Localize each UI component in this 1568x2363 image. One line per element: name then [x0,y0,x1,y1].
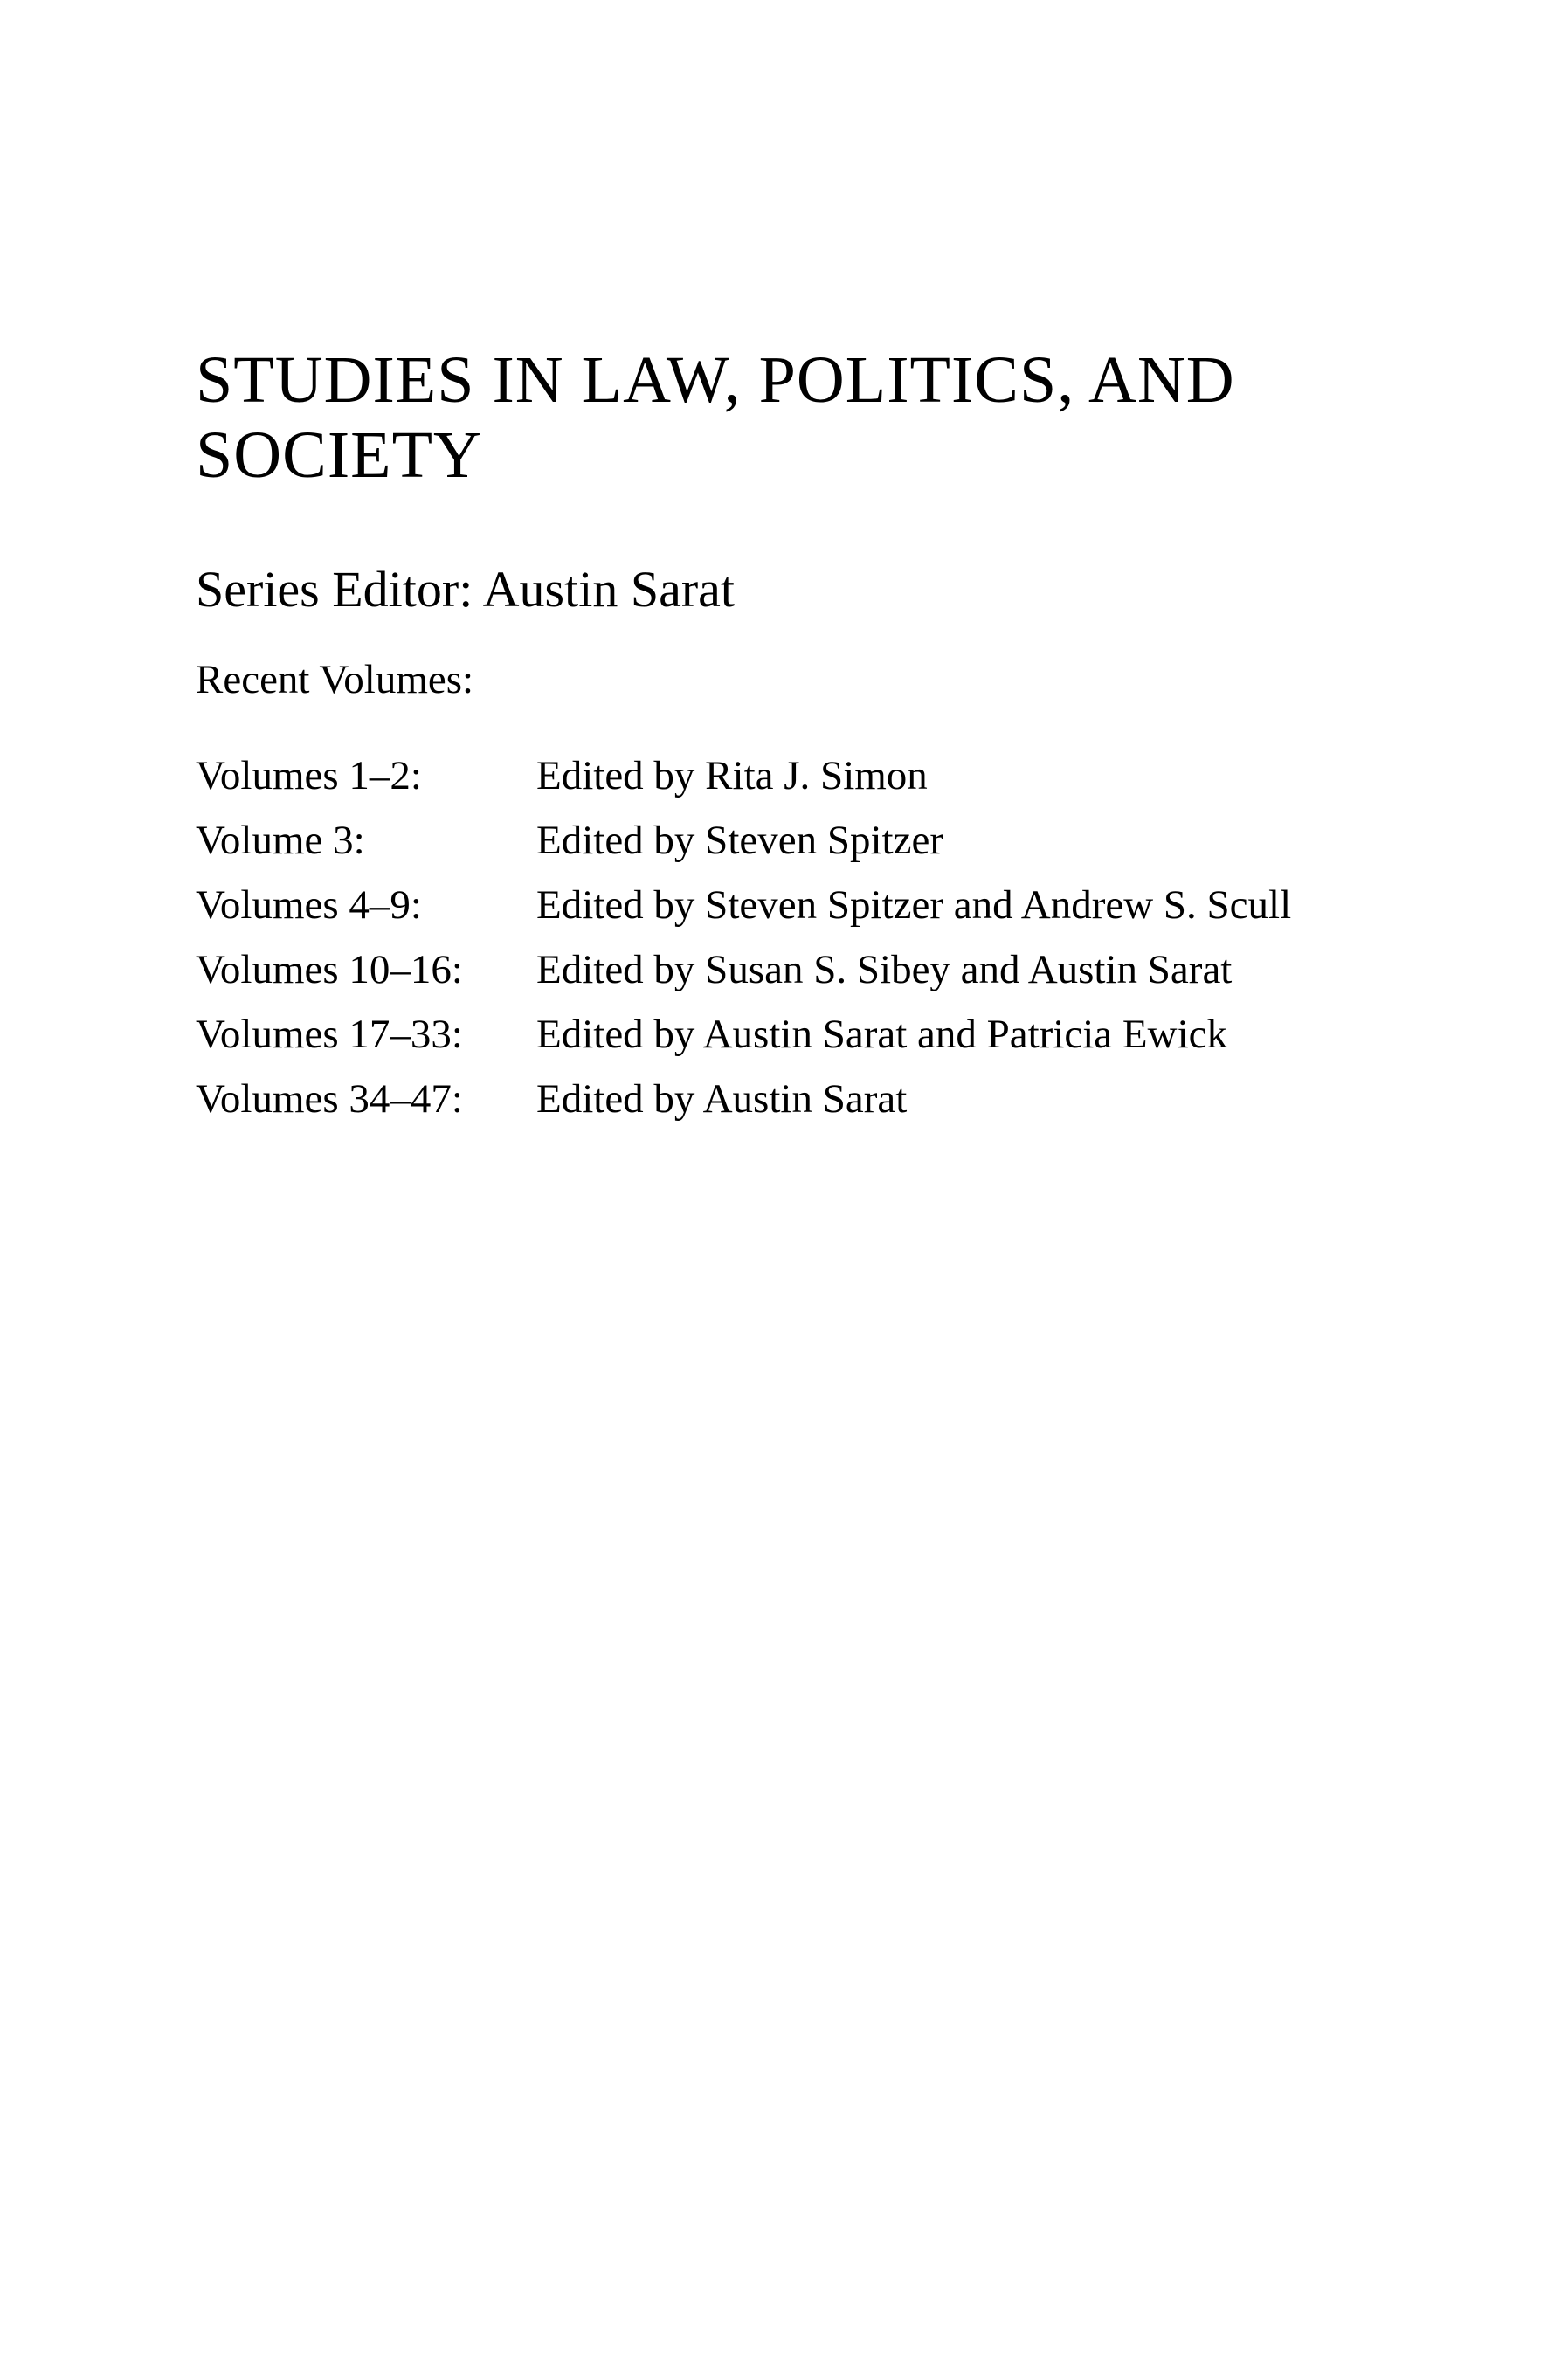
volume-row [196,814,1291,879]
volume-row [196,943,1291,1008]
volume-range: Volumes 1–2: [196,753,422,798]
volumes-list [196,750,1291,1137]
volume-editors: Edited by Rita J. Simon [536,753,928,798]
volume-range: Volumes 10–16: [196,947,463,992]
volume-editors: Edited by Susan S. Sibey and Austin Sarat [536,947,1233,992]
volume-range: Volumes 17–33: [196,1012,463,1057]
volume-row [196,750,1291,814]
volume-range: Volumes 4–9: [196,882,422,928]
volume-range: Volume 3: [196,818,365,863]
volume-editors: Edited by Steven Spitzer [536,818,943,863]
volume-row [196,1073,1291,1137]
series-title: STUDIES IN LAW, POLITICS, AND SOCIETY [196,343,1235,492]
series-editor: Series Editor: Austin Sarat [196,561,735,618]
volume-editors: Edited by Steven Spitzer and Andrew S. Scull [536,882,1292,928]
recent-volumes-heading: Recent Volumes: [196,657,474,702]
volume-range: Volumes 34–47: [196,1076,463,1122]
volume-editors: Edited by Austin Sarat [536,1076,908,1122]
volume-editors: Edited by Austin Sarat and Patricia Ewick [536,1012,1227,1057]
volume-row [196,1008,1291,1073]
volume-row [196,879,1291,943]
